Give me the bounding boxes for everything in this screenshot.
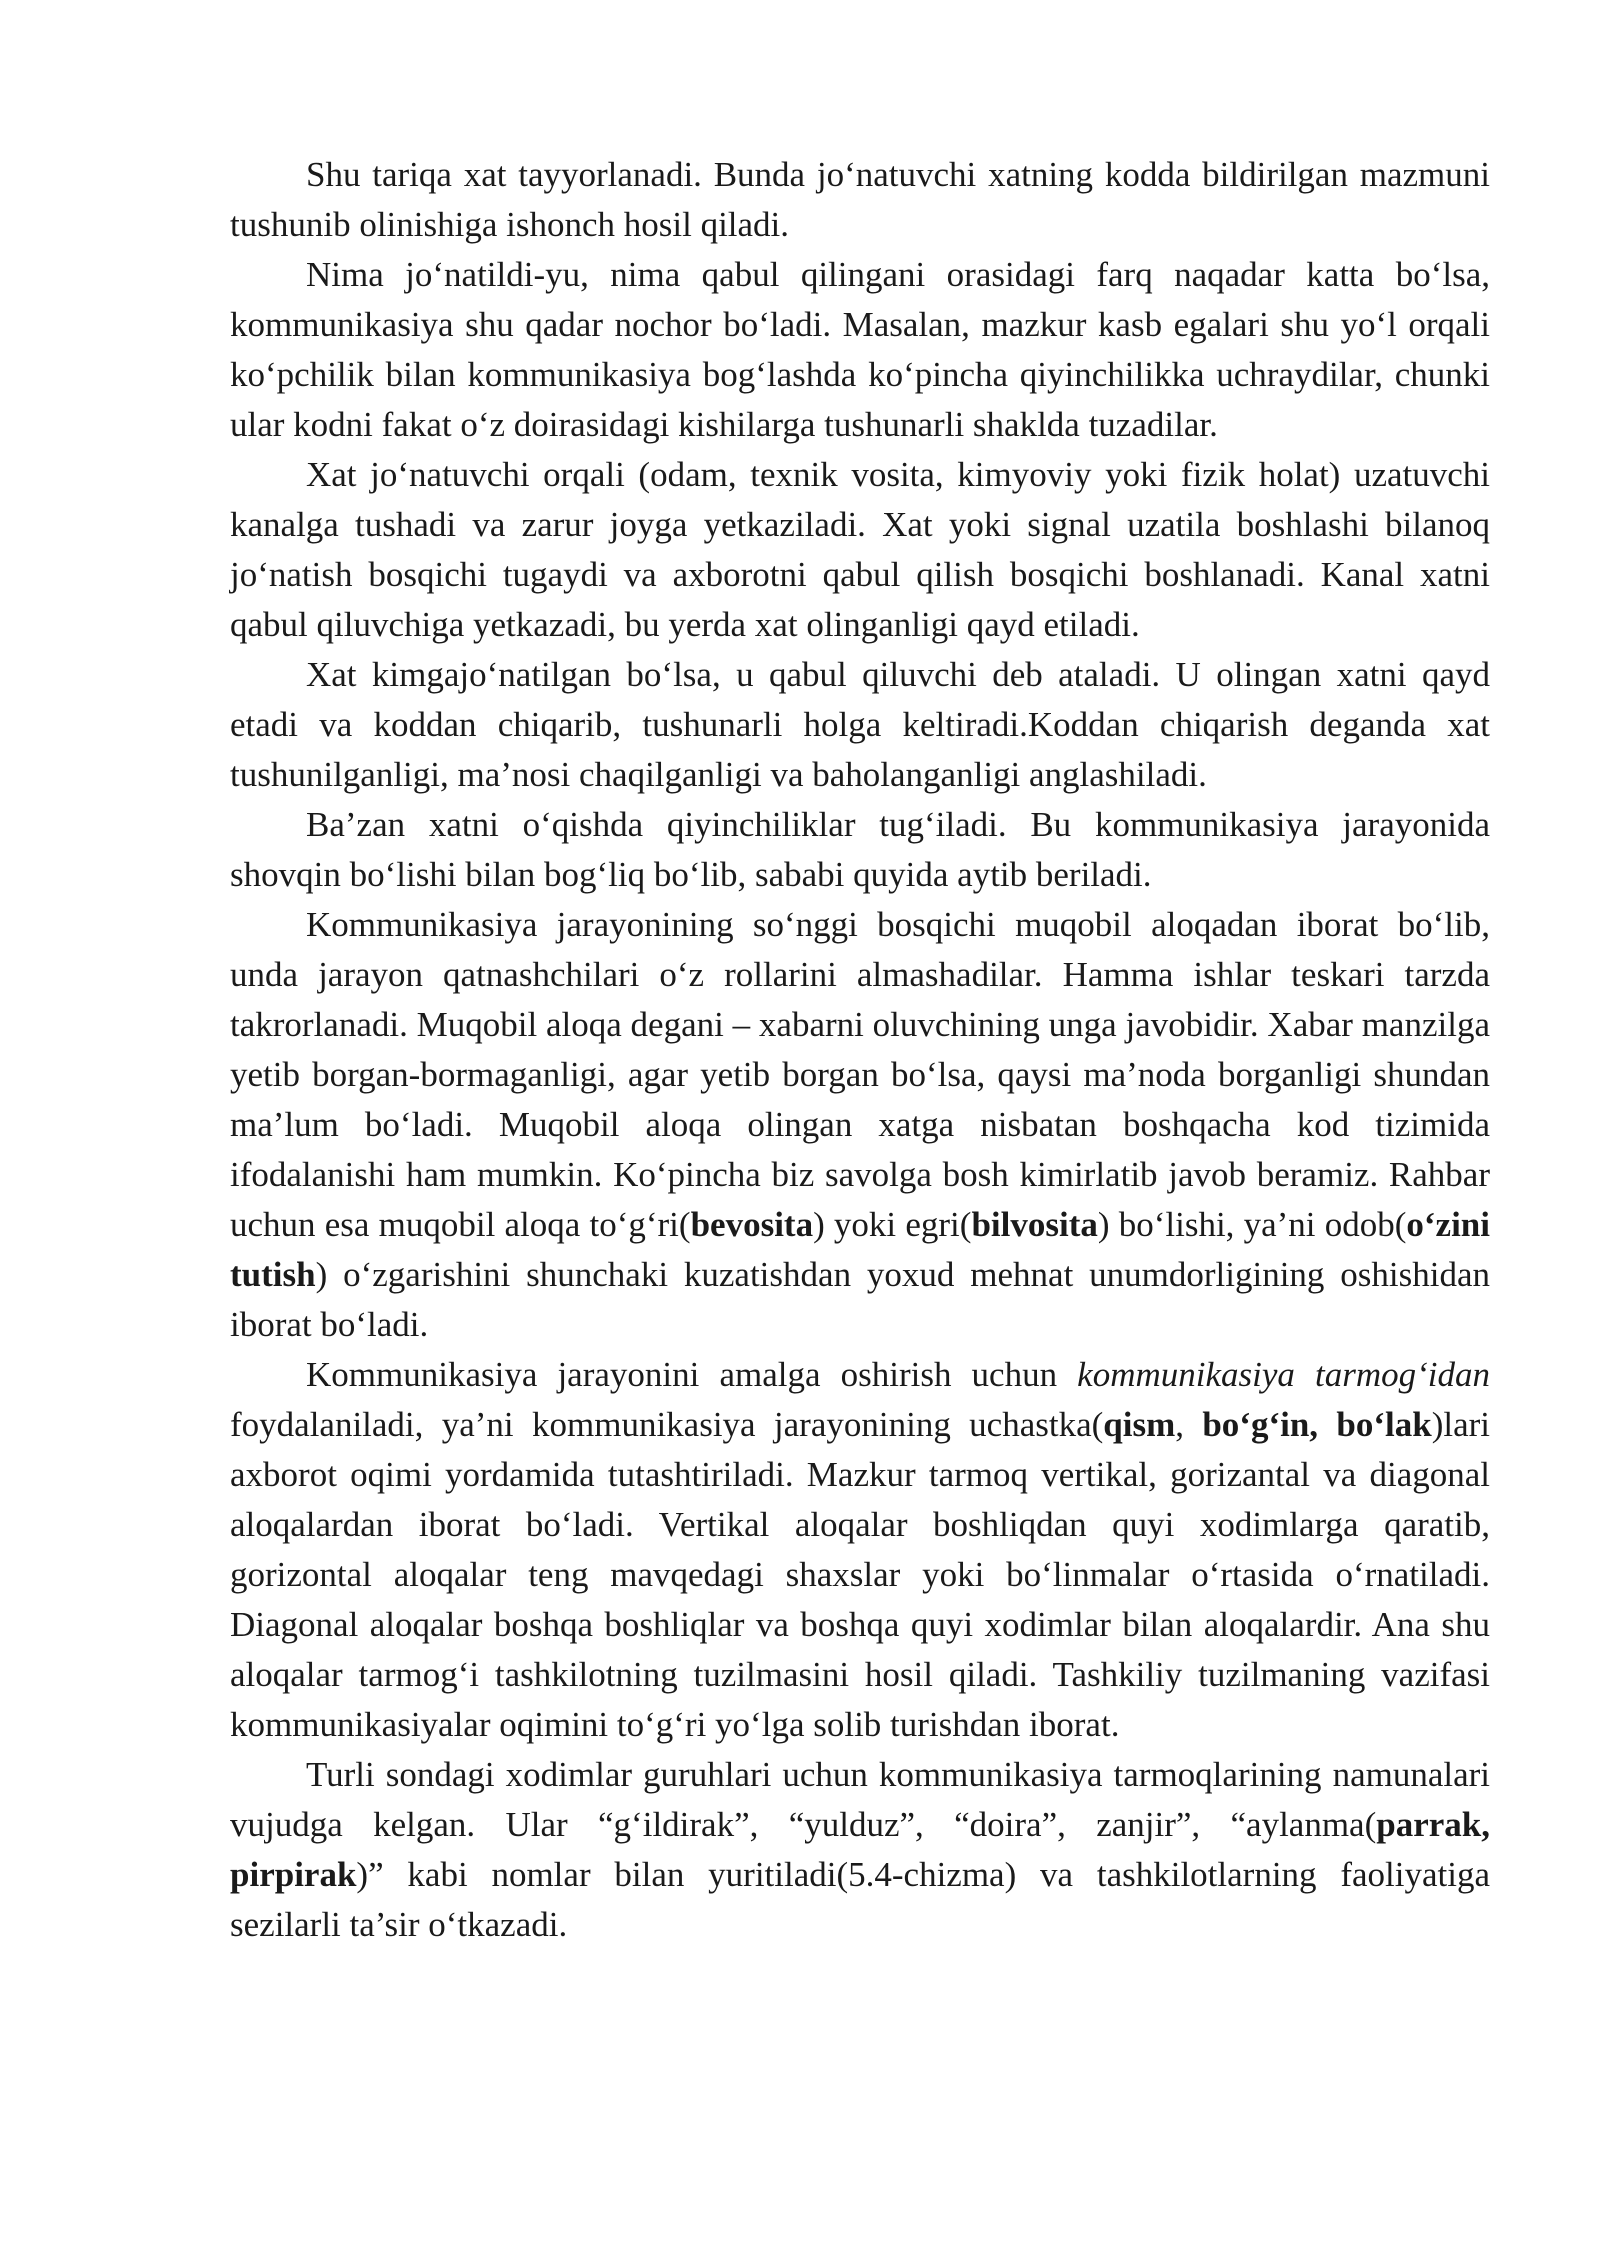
paragraph-text: )” kabi nomlar bilan yuritiladi(5.4-chizma) va tashkilotlarning faoliyatiga sezilarli ta’sir o‘tkazadi. [230, 1855, 1490, 1944]
bold-term: bo‘g‘in, bo‘lak [1202, 1405, 1432, 1444]
paragraph-text: Kommunikasiya jarayonini amalga oshirish uchun [306, 1355, 1078, 1394]
paragraph-text: Ba’zan xatni o‘qishda qiyinchiliklar tug‘iladi. Bu kommunikasiya jarayonida shovqin bo‘lishi bilan bog‘liq bo‘lib, sababi quyida aytib beriladi. [230, 805, 1490, 894]
paragraph [230, 450, 1490, 650]
bold-term: o‘zini tutish [230, 1205, 1490, 1294]
paragraph [230, 650, 1490, 800]
document-page [230, 150, 1490, 1950]
paragraph-text: Turli sondagi xodimlar guruhlari uchun kommunikasiya tarmoqlarining namunalari vujudga kelgan. Ular “g‘ildirak”, “yulduz”, “doira”, zanjir”, “aylanma( [230, 1755, 1490, 1844]
paragraph-text: ) yoki egri( [813, 1205, 972, 1244]
paragraph [230, 1350, 1490, 1750]
paragraph-text: ) o‘zgarishini shunchaki kuzatishdan yoxud mehnat unumdorligining oshishidan iborat bo‘ladi. [230, 1255, 1490, 1344]
italic-term: kommunikasiya tarmog‘idan [1077, 1355, 1490, 1394]
paragraph-text: ) bo‘lishi, ya’ni odob( [1097, 1205, 1407, 1244]
paragraph [230, 250, 1490, 450]
bold-term: bilvosita [971, 1205, 1098, 1244]
bold-term: qism [1103, 1405, 1176, 1444]
bold-term: bevosita [690, 1205, 814, 1244]
paragraph-text: )lari axborot oqimi yordamida tutashtiriladi. Mazkur tarmoq vertikal, gorizantal va diagonal aloqalardan iborat bo‘ladi. Vertikal aloqalar boshliqdan quyi xodimlarga qaratib, gorizontal aloqalar teng mavqedagi shaxslar yoki bo‘linmalar o‘rtasida o‘rnatiladi. Diagonal aloqalar boshqa boshliqlar va boshqa quyi xodimlar bilan aloqalardir. Ana shu aloqalar tarmog‘i tashkilotning tuzilmasini hosil qiladi. Tashkiliy tuzilmaning vazifasi kommunikasiyalar oqimini to‘g‘ri yo‘lga solib turishdan iborat. [230, 1405, 1490, 1744]
paragraph-text: Xat jo‘natuvchi orqali (odam, texnik vosita, kimyoviy yoki fizik holat) uzatuvchi kanalga tushadi va zarur joyga yetkaziladi. Xat yoki signal uzatila boshlashi bilanoq jo‘natish bosqichi tugaydi va axborotni qabul qilish bosqichi boshlanadi. Kanal xatni qabul qiluvchiga yetkazadi, bu yerda xat olinganligi qayd etiladi. [230, 455, 1490, 644]
paragraph [230, 150, 1490, 250]
paragraph [230, 800, 1490, 900]
bold-term: parrak, pirpirak [230, 1805, 1490, 1894]
paragraph-text: Xat kimgajo‘natilgan bo‘lsa, u qabul qiluvchi deb ataladi. U olingan xatni qayd etadi va koddan chiqarib, tushunarli holga keltiradi.Koddan chiqarish deganda xat tushunilganligi, ma’nosi chaqilganligi va baholanganligi anglashiladi. [230, 655, 1490, 794]
paragraph-text: Nima jo‘natildi-yu, nima qabul qilingani orasidagi farq naqadar katta bo‘lsa, kommunikasiya shu qadar nochor bo‘ladi. Masalan, mazkur kasb egalari shu yo‘l orqali ko‘pchilik bilan kommunikasiya bog‘lashda ko‘pincha qiyinchilikka uchraydilar, chunki ular kodni fakat o‘z doirasidagi kishilarga tushunarli shaklda tuzadilar. [230, 255, 1490, 444]
paragraph-text: , [1175, 1405, 1203, 1444]
paragraph-text: foydalaniladi, ya’ni kommunikasiya jarayonining uchastka( [230, 1405, 1104, 1444]
paragraph-text: Shu tariqa xat tayyorlanadi. Bunda jo‘natuvchi xatning kodda bildirilgan mazmuni tushunib olinishiga ishonch hosil qiladi. [230, 155, 1490, 244]
paragraph [230, 900, 1490, 1350]
paragraph-text: Kommunikasiya jarayonining so‘nggi bosqichi muqobil aloqadan iborat bo‘lib, unda jarayon qatnashchilari o‘z rollarini almashadilar. Hamma ishlar teskari tarzda takrorlanadi. Muqobil aloqa degani – xabarni oluvchining unga javobidir. Xabar manzilga yetib borgan-bormaganligi, agar yetib borgan bo‘lsa, qaysi ma’noda borganligi shundan ma’lum bo‘ladi. Muqobil aloqa olingan xatga nisbatan boshqacha kod tizimida ifodalanishi ham mumkin. Ko‘pincha biz savolga bosh kimirlatib javob beramiz. Rahbar uchun esa muqobil aloqa to‘g‘ri( [230, 905, 1490, 1244]
paragraph [230, 1750, 1490, 1950]
